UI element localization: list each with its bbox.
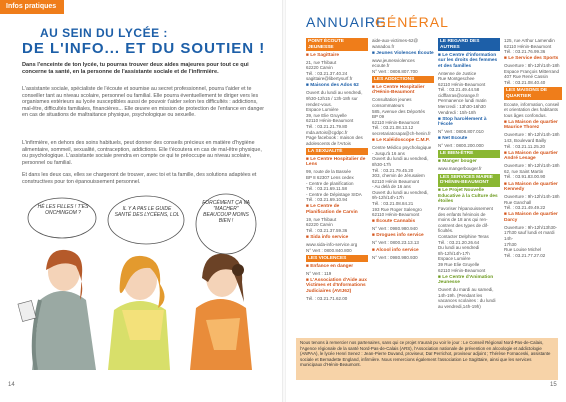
directory-entry-name: ■ Le Centre Hospitalier de Lens (306, 156, 366, 168)
directory-entry-name: ■ Alcool info service (372, 247, 419, 253)
directory-section-header: LES SERVICES MAIRIE D'HÉNIN-BEAUMONT (438, 174, 500, 187)
girl-middle (108, 256, 170, 370)
paragraph-conclusion: Et dans les deux cas, elles se chargeront de trouver, avec toi et ta famille, des solutions adaptées et constructives pour ton épanouissement personnel. (22, 172, 257, 185)
directory-entry-name: ■ Le Projet Nouvelle Educative à la Culture des étoiles (438, 188, 498, 205)
directory-entry-details: N° Vert : 0800.23.13.13 (372, 240, 419, 246)
directory-entry-name: ■ La Maison de quartier Darcy (504, 212, 558, 223)
directory-section-header: LES ADDICTIONS (372, 76, 434, 84)
directory-entry-name: ■ Le Centre de Planification de Carvin (306, 204, 358, 215)
directory-entry-details: Ouverture : 9h-12h/13h30- 17h30 sauf lundi et mardi 14h- 17h30 Rue Louise Michel Tél. : 03.21.77.27.02 (504, 224, 558, 258)
directory-entry-details: 19, rue Thibaut 62220 Carvin Tél. : 03.21.37.59.36 (306, 216, 348, 234)
directory-entry-name: ■ Le Sagittaire (306, 52, 340, 58)
directory-entry-details: Ouverture : 9h-12h/14h-18h 62, rue Saint Martin Tél. : 03.91.83.00.90 (504, 163, 560, 180)
page-title-line1: AU SEIN DU LYCÉE : (40, 26, 168, 40)
acknowledgements-text: Nous tenons à remercier nos partenaires, sans qui ce projet n'aurait pu voir le jour : Le Conseil Régional Nord-Pas-de-Calais, l'Agence régionale de la santé Nord-Pas-de-Calais (ARS), l'Association nationale de prévention en alcoologie et addictologie (ANPAA), le lycée Henri Senez : Jean-Pierre Duvand, proviseur, Daï Perrichot, proviseur adjoint ; Thérèse Fornaceski, assistante sociale et Bernadette England, infirmière. Nous remercions également l'association Le Sagittaire, ainsi que les services municipaux d'Hénin-Beaumont. (300, 340, 551, 368)
directory-entry-details: Ouverture : 9h-12h/14h-18h Rue Ganchall Tél. : 03.21.49.49.22 (504, 194, 560, 211)
directory-entry-details: Ecoute, information, conseil et orientation des habitants tous âges confondus. (504, 101, 560, 118)
directory-entry-details: Tél. : 03.21.71.62.00 (306, 295, 348, 301)
directory-entry-name: ■ Enfance en danger (306, 263, 354, 269)
directory-entry-name: ■ Stop harcèlement à l'école (438, 116, 487, 128)
directory-entry-details: N° Vert : 0808.807.010 (438, 129, 484, 135)
directory-title-orange: GÉNÉRAL (375, 14, 449, 30)
directory-entry-details: aide-aux-victimes-62@ wanadoo.fr (372, 38, 419, 49)
directory-entry-name: ■ La Maison de quartier André Lesage (504, 150, 558, 162)
directory-entry-details: www.sida-info-service.org N° Vert : 0800.840.800 (306, 242, 358, 253)
directory-entry-details: Ouvert du lundi au vendredi, 9h30-12h15 / 13h-18h sur rendez-vous. Espace Lumière 39, rue Elie Gruyelle 62110 Hénin-Beaumont Tél. : 03.21.21.79.80 mda.artois@cgdpc.fr Page facebook : maison des adolescents de l'Artois (306, 90, 363, 146)
directory-entry-name: ■ Net Ecoute (438, 136, 468, 142)
directory-entry-details: Ouverture : 9h-12h/14h-18h 143, Boulevard Bailly Tél. : 03.21.11.25.20 (504, 132, 560, 149)
directory-entry-details: 21, rue Thibaut 62220 Carvin Tél. : 03.21.37.40.24 sagittaire@libertysurf.fr (306, 59, 353, 82)
directory-entry-details: www.jeunesviolences ecoute.fr N° Vert : 0808.807.700 (372, 57, 418, 74)
page-fold (282, 0, 286, 402)
directory-entry-details: 99, route de la Bassée BP 8 62307 Lens cedex - Centre de planification Tél. : 03.21.69.11.58 - Centre de Dépistage SIDA Tél. : 03.21.69.10.94 (306, 169, 362, 203)
intro-paragraph: Dans l'enceinte de ton lycée, tu pourras trouver deux aides majeures pour tout ce qui concerne ta santé, en la personne de l'assistante sociale et de l'infirmière. (22, 62, 249, 75)
directory-entry-details: N° Vert : 0980.980.940 (372, 226, 418, 232)
girl-left (18, 250, 96, 370)
page-number-left: 14 (8, 382, 15, 388)
bubble-1-text: HÉ LES FILLES ! T'ES ONCHINGOM ? (37, 204, 89, 216)
directory-entry-details: Antenne de Justice Rue Montgeschee 62110 Hénin-Beaumont Tél. : 03.21.49.44.58 cidffarras@orange.fr Permanence lundi matin Mercredi : 13h30-16h30 Vendredi : 15h-18h (438, 70, 487, 115)
directory-entry-name: ■ Jeunes Violences Écoute (372, 50, 434, 56)
page-number-right: 15 (550, 382, 557, 388)
directory-entry-name: ■ La Maison de quartier Maurice Thorez (504, 119, 558, 131)
directory-section-header: LE REGARD DES AUTRES (438, 38, 500, 51)
bubble-3-text: FORCÉMENT ÇA VA "MACHER" BEAUCOUP MOINS BIEN ! (202, 200, 250, 224)
directory-entry-name: ■ Maisons des Ados 62 (306, 83, 359, 89)
directory-section-header: LA SEXUALITÉ (306, 148, 368, 156)
directory-entry-details: 125, rue Arthur Lamendin 62110 Hénin-Beaumont Tél. : 03.21.76.99.36 (504, 38, 555, 55)
directory-section-header: POINT ÉCOUTE JEUNESSE (306, 38, 368, 51)
directory-entry-details: Ouvert du mardi au samedi, 14h-19h. (Pendant les vacances scolaires : du lundi au vendredi,14h-19h) (438, 287, 496, 309)
directory-entry-name: ■ Le Kaléidoscope C.M.P. (372, 138, 430, 144)
section-tab: Infos pratiques (0, 0, 64, 14)
directory-entry-name: ■ L'Association d'Aide aux Victimes et d'Informations Judiciaires (AVIJ62) (306, 277, 367, 294)
directory-entry-name: ■ Le Centre d'information sur les droits des femmes et des familles (438, 52, 498, 69)
directory-entry-name: ■ Le Centre Hospitalier d'Hénin-Beaumont (372, 84, 425, 96)
girl-right (190, 254, 252, 370)
directory-entry-name: ■ Le Service des Sports (504, 56, 559, 62)
directory-entry-details: Favoriser l'épanouissement des enfants héninois de moins de 18 ans qui ren- contrent des types de dif- ficultés. Contacter Delphine Teras Tél. : 03.21.20.26.64 Du lundi au vendredi 8h-12h/14h-17h Espace Lumière 39 Rue Elie Gruyelle 62110 Hénin-Beaumont (438, 206, 493, 273)
directory-entry-name: ■ Manger bouger (438, 159, 477, 165)
directory-entry-details: N° Vert : 0800.200.000 (438, 143, 484, 149)
paragraph-nurse: L'infirmière, en dehors des soins habituels, peut donner des conseils précieux en matière d'hygiène alimentaire, sommeil, sexualité, contraception, addictions. Elle t'écoutera en cas de mal-être physique, ou psychologique. L'assistante sociale prendra en compte ce qui te préoccupe au niveau scolaire, personnel ou familial. (22, 140, 262, 166)
directory-entry-details: N° Vert : 119 (306, 270, 332, 276)
speech-bubble-2 (108, 196, 184, 244)
directory-title-blue: ANNUAIRE (306, 14, 387, 30)
paragraph-social-worker: L'assistante sociale, spécialiste de l'écoute et soumise au secret professionnel, pourra t'aider et te conseiller tant au niveau scolaire, personnel ou familial. Elle pourra éventuellement te diriger vers les organismes extérieurs au lycée susceptibles aussi de pouvoir t'aider selon tes difficultés : addictions, mal-être, difficultés familiales, financières... Elle œuvre en mission de protection de l'enfance en danger en cas de situations de maltraitance physique, psychologique ou sexuelle. (22, 86, 265, 119)
directory-entry-name: ■ Le Centre d'Animation Jeunesse (438, 274, 494, 286)
directory-entry-details: Centre Médico psychologique - Jusqu'à 16 ans Ouvert du lundi au vendredi, 8h30-17h Tél. : 03.21.79.45.20 303, chemin de Jérusalem 62110 Hénin Beaumont - Au delà de 16 ans Ouvert du lundi au vendredi, 9h-12h/14h-17h Tél. : 03.21.08.84.21 193 Rue Roger Salengro 62110 Hénin-Beaumont (372, 145, 432, 218)
bubble-2-text: IL Y A PAS LE GUIDE SANTÉ DES LYCÉENS, LOL (114, 206, 180, 218)
directory-entry-details: Consultation jeunes consommateurs 585, Avenue des Déportés BP 09 62110 Hénin-Beaumont Tél. : 03.21.08.13.12 secretariatcsapa@ch-henin.fr (372, 97, 431, 137)
directory-entry-name: ■ Écoute Cannabis (372, 219, 416, 225)
directory-entry-name: ■ Drogues info service (372, 233, 424, 239)
directory-section-header: LE BIEN-ÊTRE (438, 150, 500, 158)
directory-section-header: LES VIOLENCES (306, 255, 368, 263)
directory-entry-details: N° Vert : 0980.980.930 (372, 254, 418, 260)
directory-entry-name: ■ La Maison de quartier Kennedy (504, 181, 558, 192)
page-title-line2: DE L'INFO... ET DU SOUTIEN ! (22, 40, 266, 57)
directory-entry-details: Ouverture : 8h-12h/14h-18h Espace François Mitterrand 407 Rue René Cassin Tél. : 03.21.08.40.40 (504, 63, 560, 86)
directory-section-header: LES MAISONS DE QUARTIER (504, 87, 562, 100)
directory-entry-name: ■ Sida info service (306, 235, 349, 241)
directory-entry-details: www.mangerbouger.fr (438, 166, 482, 172)
